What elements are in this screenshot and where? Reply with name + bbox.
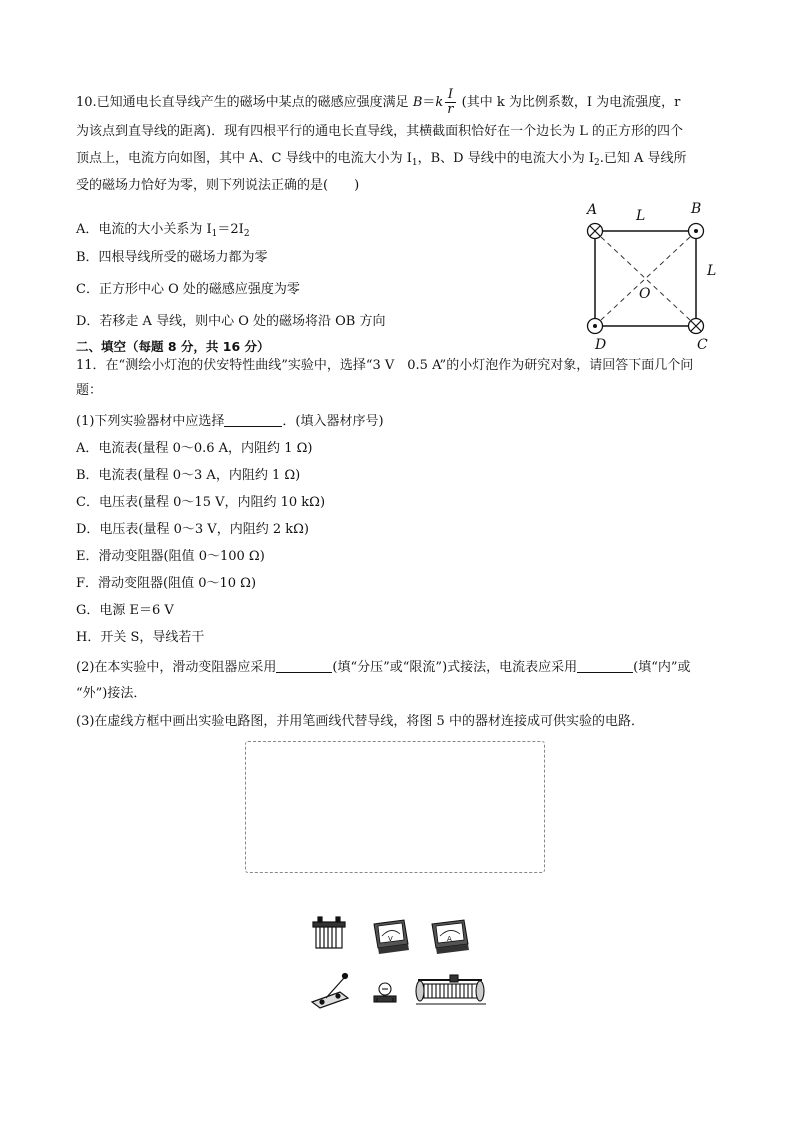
bulb-icon: [374, 983, 396, 1002]
formula-k: k: [435, 95, 444, 110]
formula-numerator: I: [445, 88, 455, 103]
wire-d-dot-icon: [588, 319, 603, 334]
equipment-item: B．电流表(量程 0～3 A，内阻约 1 Ω): [76, 468, 301, 483]
equipment-item: D．电压表(量程 0～3 V，内阻约 2 kΩ): [76, 522, 309, 537]
diagram-label-a: A: [587, 202, 598, 218]
square-wire-diagram: [578, 196, 728, 356]
q10-line4: 受的磁场力恰好为零，则下列说法正确的是( ): [76, 178, 360, 193]
diagram-label-d: D: [595, 337, 607, 353]
equipment-figure: [300, 912, 500, 1012]
q11-part2-blank1: [276, 659, 332, 673]
wire-c-cross-icon: [689, 319, 704, 334]
q11-part1-blank: [224, 413, 282, 427]
q10-option-a-sub2: 2: [243, 229, 250, 239]
q11-part2-blank2: [577, 659, 633, 673]
wire-b-dot-icon: [689, 224, 704, 239]
voltmeter-icon: [374, 920, 409, 954]
diagram-label-c: C: [697, 337, 708, 353]
q10-option-d: D．若移走 A 导线，则中心 O 处的磁场将沿 OB 方向: [76, 314, 386, 329]
formula-B: B: [412, 95, 423, 110]
q11-part2-text: (2)在本实验中，滑动变阻器应采用: [76, 660, 277, 675]
battery-icon: [313, 917, 345, 948]
q10-option-a: [76, 221, 250, 243]
circuit-drawing-box: [245, 741, 545, 873]
ammeter-letter: A: [447, 935, 452, 943]
q10-line3-a: 顶点上，电流方向如图，其中 A、C 导线中的电流大小为 I: [76, 151, 412, 166]
q10-line1-pre: 10.已知通电长直导线产生的磁场中某点的磁感应强度满足: [76, 95, 413, 110]
q10-option-a-text2: ＝2I: [217, 222, 244, 237]
q11-part2: [76, 659, 691, 677]
q10-option-a-text: A．电流的大小关系为 I: [76, 222, 212, 237]
diagram-label-l-top: L: [636, 208, 646, 224]
q11-part1-text: (1)下列实验器材中应选择: [76, 414, 225, 429]
section-title: 二、填空（每题 8 分，共 16 分）: [76, 339, 270, 354]
q10-line3-sub1: 1: [411, 158, 418, 168]
formula-eq: ＝: [422, 95, 436, 110]
q10-line3: [76, 150, 687, 172]
q11-part2-line2: “外”)接法．: [76, 686, 147, 701]
q11-part2-text2: (填“分压”或“限流”)式接法，电流表应采用: [332, 660, 578, 675]
q10-option-a-sub1: 1: [211, 229, 218, 239]
q10-line1-post: (其中 k 为比例系数，I 为电流强度，r: [457, 95, 681, 110]
q11-part2-text3: (填“内”或: [633, 660, 691, 675]
equipment-item: E．滑动变阻器(阻值 0～100 Ω): [76, 549, 265, 564]
diagram-label-b: B: [691, 201, 702, 217]
formula-denominator: r: [447, 102, 454, 117]
q10-line2: 为该点到直导线的距离)．现有四根平行的通电长直导线，其横截面积恰好在一个边长为 L 的正方形的四个: [76, 124, 683, 139]
equipment-item: F．滑动变阻器(阻值 0～10 Ω): [76, 576, 257, 591]
ammeter-icon: [432, 920, 469, 954]
q11-part1-text2: ．(填入器材序号): [282, 414, 384, 429]
q10-line3-c: .已知 A 导线所: [599, 151, 687, 166]
q11-line2: 题：: [76, 383, 103, 398]
formula-fraction: [445, 88, 455, 117]
equipment-item: C．电压表(量程 0～15 V，内阻约 10 kΩ): [76, 495, 326, 510]
wire-a-cross-icon: [588, 224, 603, 239]
equipment-item: H．开关 S，导线若干: [76, 630, 205, 645]
q10-line1: [76, 88, 680, 117]
switch-icon: [312, 974, 348, 1009]
diagram-label-l-right: L: [707, 263, 717, 279]
q10-line3-b: ，B、D 导线中的电流大小为 I: [417, 151, 594, 166]
q11-line1: 11．在“测绘小灯泡的伏安特性曲线”实验中，选择“3 V 0.5 A”的小灯泡作为研究对象，请回答下面几个问: [76, 358, 694, 373]
q11-part1: [76, 413, 384, 431]
equipment-item: A．电流表(量程 0～0.6 A，内阻约 1 Ω): [76, 441, 313, 456]
voltmeter-letter: V: [388, 935, 393, 943]
q10-option-c: C．正方形中心 O 处的磁感应强度为零: [76, 282, 300, 297]
equipment-item: G．电源 E＝6 V: [76, 603, 174, 618]
rheostat-icon: [416, 975, 486, 1004]
diagram-label-o: O: [639, 286, 651, 302]
q10-line3-sub2: 2: [594, 158, 600, 168]
q11-part3: (3)在虚线方框中画出实验电路图，并用笔画线代替导线，将图 5 中的器材连接成可供实验的电路．: [76, 714, 644, 729]
q10-option-b: B．四根导线所受的磁场力都为零: [76, 250, 268, 265]
